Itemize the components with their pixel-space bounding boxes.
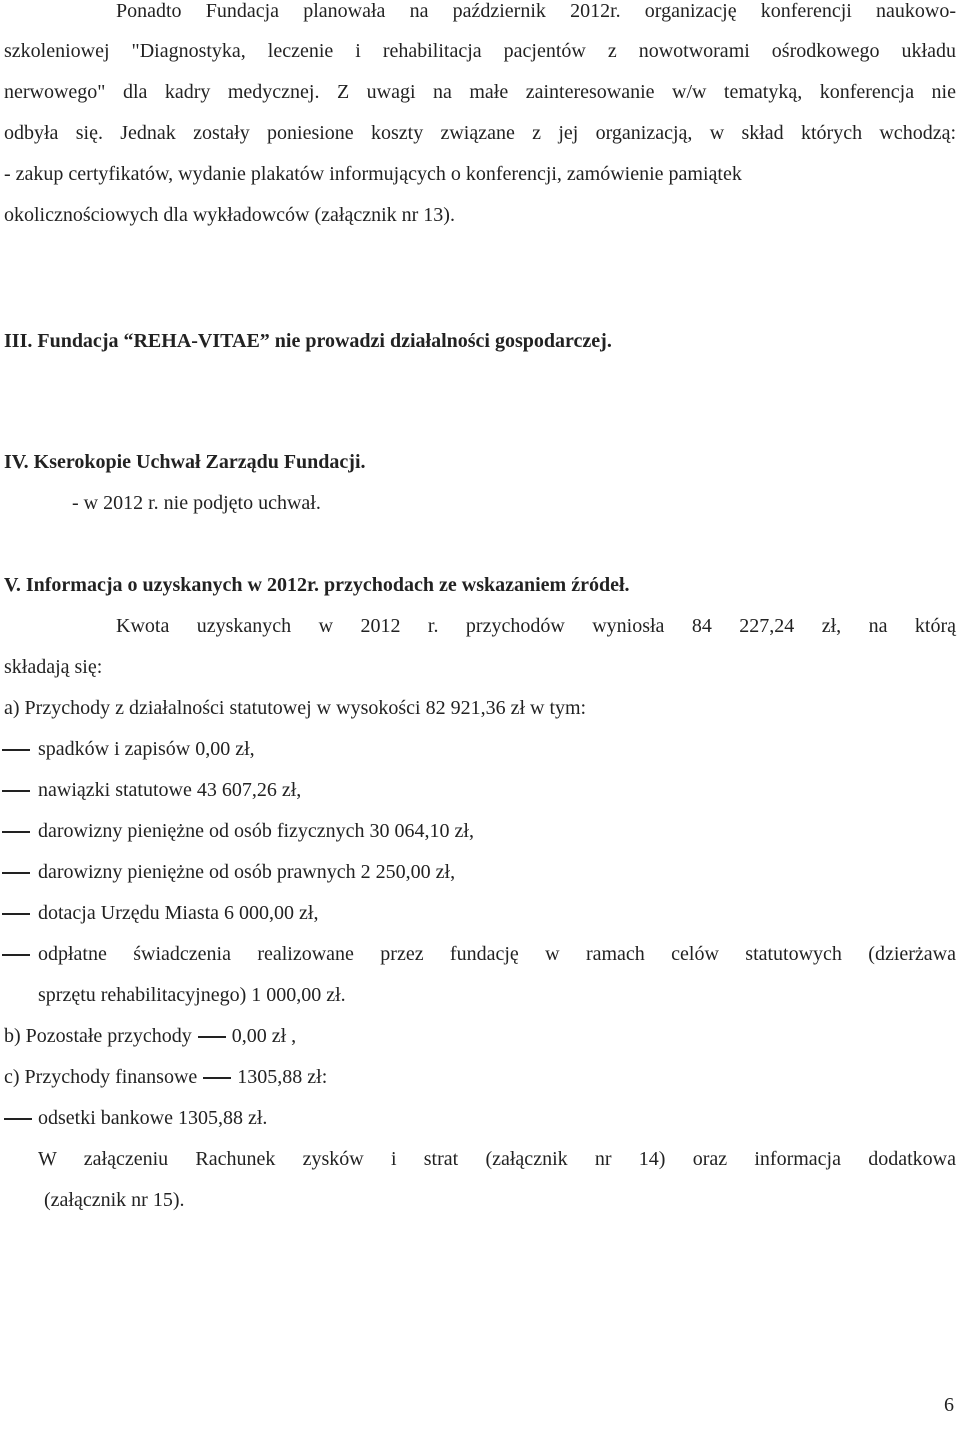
- list-item: spadków i zapisów 0,00 zł,: [0, 734, 956, 764]
- paragraph-line: Ponadto Fundacja planowała na październik 2012r. organizację konferencji naukowo-: [116, 0, 956, 22]
- dash-bullet: [4, 1118, 32, 1120]
- paragraph-line: nerwowego" dla kadry medycznej. Z uwagi na małe zainteresowanie w/w tematyką, konferencja nie: [4, 81, 956, 103]
- income-b: [4, 1021, 956, 1051]
- list-item: odpłatne świadczenia realizowane przez fundację w ramach celów statutowych (dzierżawa: [0, 939, 956, 969]
- income-b-label: b) Pozostałe przychody: [4, 1025, 192, 1047]
- income-b-value: 0,00 zł ,: [231, 1025, 297, 1047]
- dash-bullet: [2, 913, 30, 915]
- section-heading-iv: IV. Kserokopie Uchwał Zarządu Fundacji.: [4, 451, 366, 473]
- income-a-heading: a) Przychody z działalności statutowej w wysokości 82 921,36 zł w tym:: [4, 697, 587, 719]
- dash-bullet: [2, 872, 30, 874]
- income-c: [4, 1062, 956, 1092]
- dash-bullet: [2, 831, 30, 833]
- list-item: nawiązki statutowe 43 607,26 zł,: [0, 775, 956, 805]
- dash-separator: [198, 1036, 226, 1038]
- dash-bullet: [2, 749, 30, 751]
- dash-separator: [203, 1077, 231, 1079]
- section-v-intro: Kwota uzyskanych w 2012 r. przychodów wyniosła 84 227,24 zł, na którą: [116, 615, 956, 637]
- list-item: darowizny pieniężne od osób fizycznych 30 064,10 zł,: [0, 816, 956, 846]
- paragraph-line: - zakup certyfikatów, wydanie plakatów informujących o konferencji, zamówienie pamiątek: [4, 163, 742, 185]
- paragraph-line: szkoleniowej "Diagnostyka, leczenie i rehabilitacja pacjentów z nowotworami ośrodkowego układu: [4, 40, 956, 62]
- paragraph-line: okolicznościowych dla wykładowców (załącznik nr 13).: [4, 204, 455, 226]
- page-number: 6: [944, 1394, 954, 1416]
- list-item: dotacja Urzędu Miasta 6 000,00 zł,: [0, 898, 956, 928]
- income-c-item: odsetki bankowe 1305,88 zł.: [4, 1103, 956, 1133]
- paragraph-line: odbyła się. Jednak zostały poniesione koszty związane z jej organizacją, w skład których wchodzą:: [4, 122, 956, 144]
- section-heading-iii: III. Fundacja “REHA-VITAE” nie prowadzi działalności gospodarczej.: [4, 330, 612, 352]
- list-item-continuation: sprzętu rehabilitacyjnego) 1 000,00 zł.: [38, 984, 346, 1006]
- dash-bullet: [2, 790, 30, 792]
- section-heading-v: V. Informacja o uzyskanych w 2012r. przychodach ze wskazaniem źródeł.: [4, 574, 630, 596]
- list-item: darowizny pieniężne od osób prawnych 2 250,00 zł,: [0, 857, 956, 887]
- section-iv-item: - w 2012 r. nie podjęto uchwał.: [72, 492, 321, 514]
- closing-line: W załączeniu Rachunek zysków i strat (załącznik nr 14) oraz informacja dodatkowa: [38, 1148, 956, 1170]
- dash-bullet: [2, 954, 30, 956]
- section-v-intro: składają się:: [4, 656, 103, 678]
- income-c-label: c) Przychody finansowe: [4, 1066, 198, 1088]
- closing-line: (załącznik nr 15).: [44, 1189, 185, 1211]
- income-c-value: 1305,88 zł:: [237, 1066, 328, 1088]
